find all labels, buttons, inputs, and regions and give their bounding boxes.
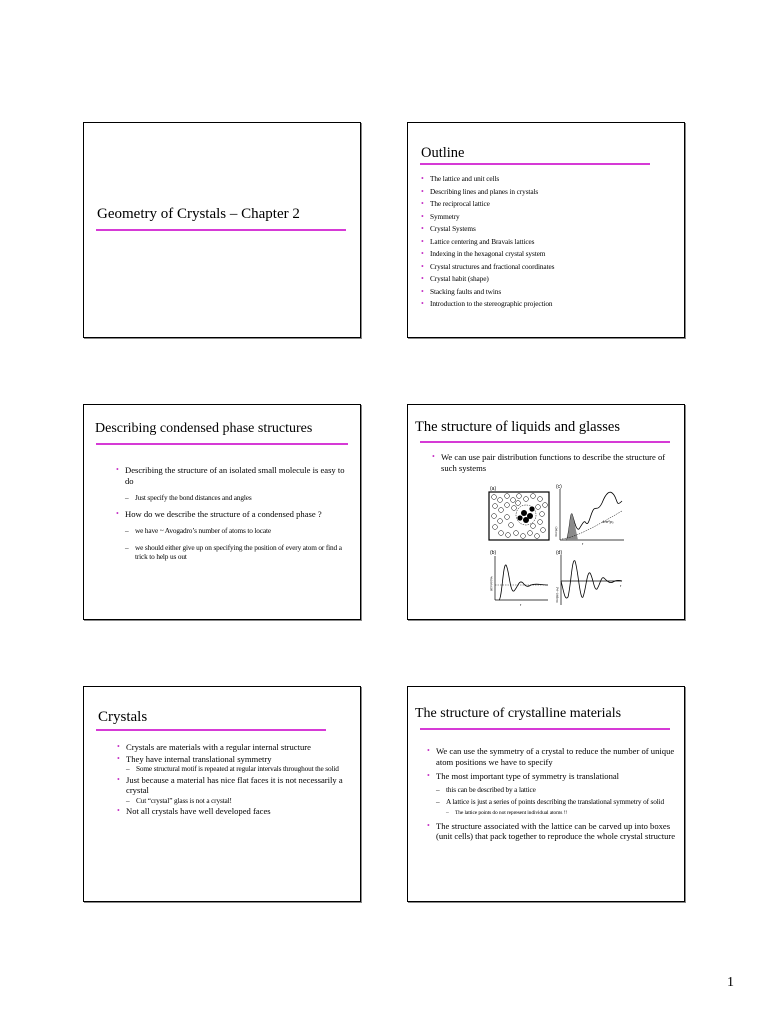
bullet-item — [117, 775, 347, 806]
sub-bullet: – Cut “crystal” glass is not a crystal! — [126, 796, 347, 806]
title-underline — [420, 728, 670, 730]
sub-bullet: – we should either give up on specifying the position of every atom or find a trick to help us out — [125, 543, 346, 562]
bullet-item: • We can use pair distribution functions to describe the structure of such systems — [432, 452, 672, 473]
axis-label-d: 4πr[ρ(r)−ρ₀] — [555, 587, 559, 603]
bullet-list — [116, 465, 346, 566]
bullet-item: • We can use the symmetry of a crystal to reduce the number of unique atom positions we have to specify — [427, 746, 677, 767]
bullet-text: Just because a material has nice flat faces it is not necessarily a crystal — [126, 774, 343, 795]
slide-title: Outline — [421, 145, 465, 161]
gr-curve — [499, 565, 548, 600]
bullet-item: • Crystals are materials with a regular internal structure — [117, 742, 347, 753]
slide-geometry-of-crystals — [83, 122, 361, 338]
slide-title: Crystals — [98, 709, 148, 725]
axis-label-r: r — [582, 541, 584, 546]
bullet-text: They have internal translational symmetry — [126, 753, 272, 764]
bullet-item — [116, 465, 346, 503]
bullet-list — [427, 746, 677, 846]
sub-bullet: – A lattice is just a series of points describing the translational symmetry of solid — [436, 797, 677, 807]
axis-label-b: g(r)=ρ(r)/ρ₀ — [489, 576, 493, 591]
axis-label-r3: r — [620, 583, 622, 588]
pair-distribution-figure — [486, 481, 626, 609]
bullet-list — [117, 742, 347, 821]
bullet-item — [116, 509, 346, 562]
page-number: 1 — [727, 975, 734, 990]
bullet-item — [117, 754, 347, 774]
title-underline — [420, 163, 650, 165]
slide-liquids-glasses — [407, 404, 685, 620]
outline-list — [421, 173, 676, 311]
outline-item: • The reciprocal lattice — [421, 198, 676, 211]
bullet-item: • Not all crystals have well developed faces — [117, 806, 347, 817]
slide-crystals — [83, 686, 361, 902]
outline-item: • The lattice and unit cells — [421, 173, 676, 186]
outline-item: • Crystal Systems — [421, 223, 676, 236]
sub-bullet: – Just specify the bond distances and angles — [125, 493, 346, 503]
outline-item: • Crystal habit (shape) — [421, 273, 676, 286]
slide-title: Geometry of Crystals – Chapter 2 — [97, 206, 300, 222]
title-underline — [420, 441, 670, 443]
panel-label-d: (d) — [556, 550, 563, 556]
title-underline — [96, 729, 326, 731]
curve-label: 4πr²ρ₀ — [602, 519, 614, 524]
title-underline — [96, 443, 348, 445]
axis-label-r2: r — [520, 602, 522, 607]
bullet-item — [427, 771, 677, 817]
panel-label-a: (a) — [490, 486, 497, 492]
bullet-text: How do we describe the structure of a condensed phase ? — [125, 508, 322, 519]
bullet-text: Describing the structure of an isolated small molecule is easy to do — [125, 465, 345, 486]
axis-label-c: 4πr²ρ(r) — [554, 526, 558, 537]
sub-sub-bullet: – The lattice points do not represent individual atoms !! — [446, 809, 677, 817]
bullet-text: The most important type of symmetry is translational — [436, 771, 620, 781]
sub-bullet: – we have ~ Avogadro’s number of atoms to locate — [125, 526, 346, 536]
bullet-item: • The structure associated with the lattice can be carved up into boxes (unit cells) that pack together to reproduce the whole crystal structure — [427, 821, 677, 842]
sub-bullet: – Some structural motif is repeated at regular intervals throughout the solid — [126, 764, 347, 774]
outline-item: • Stacking faults and twins — [421, 286, 676, 299]
outline-item: • Symmetry — [421, 211, 676, 224]
outline-item: • Crystal structures and fractional coordinates — [421, 261, 676, 274]
sub-bullet: – this can be described by a lattice — [436, 785, 677, 795]
slide-condensed-phase — [83, 404, 361, 620]
slide-title: The structure of crystalline materials — [415, 706, 622, 721]
panel-label-c: (c) — [556, 484, 562, 490]
outline-item: • Describing lines and planes in crystals — [421, 186, 676, 199]
panel-label-b: (b) — [490, 550, 497, 556]
reduced-rdf-curve — [561, 561, 622, 598]
outline-item: • Indexing in the hexagonal crystal system — [421, 248, 676, 261]
title-underline — [96, 229, 346, 231]
bullet-list — [432, 452, 672, 477]
outline-item: • Introduction to the stereographic projection — [421, 298, 676, 311]
slide-outline — [407, 122, 685, 338]
slide-title: The structure of liquids and glasses — [415, 419, 620, 435]
slide-crystalline-materials — [407, 686, 685, 902]
outline-item: • Lattice centering and Bravais lattices — [421, 236, 676, 249]
slide-title: Describing condensed phase structures — [95, 421, 313, 436]
